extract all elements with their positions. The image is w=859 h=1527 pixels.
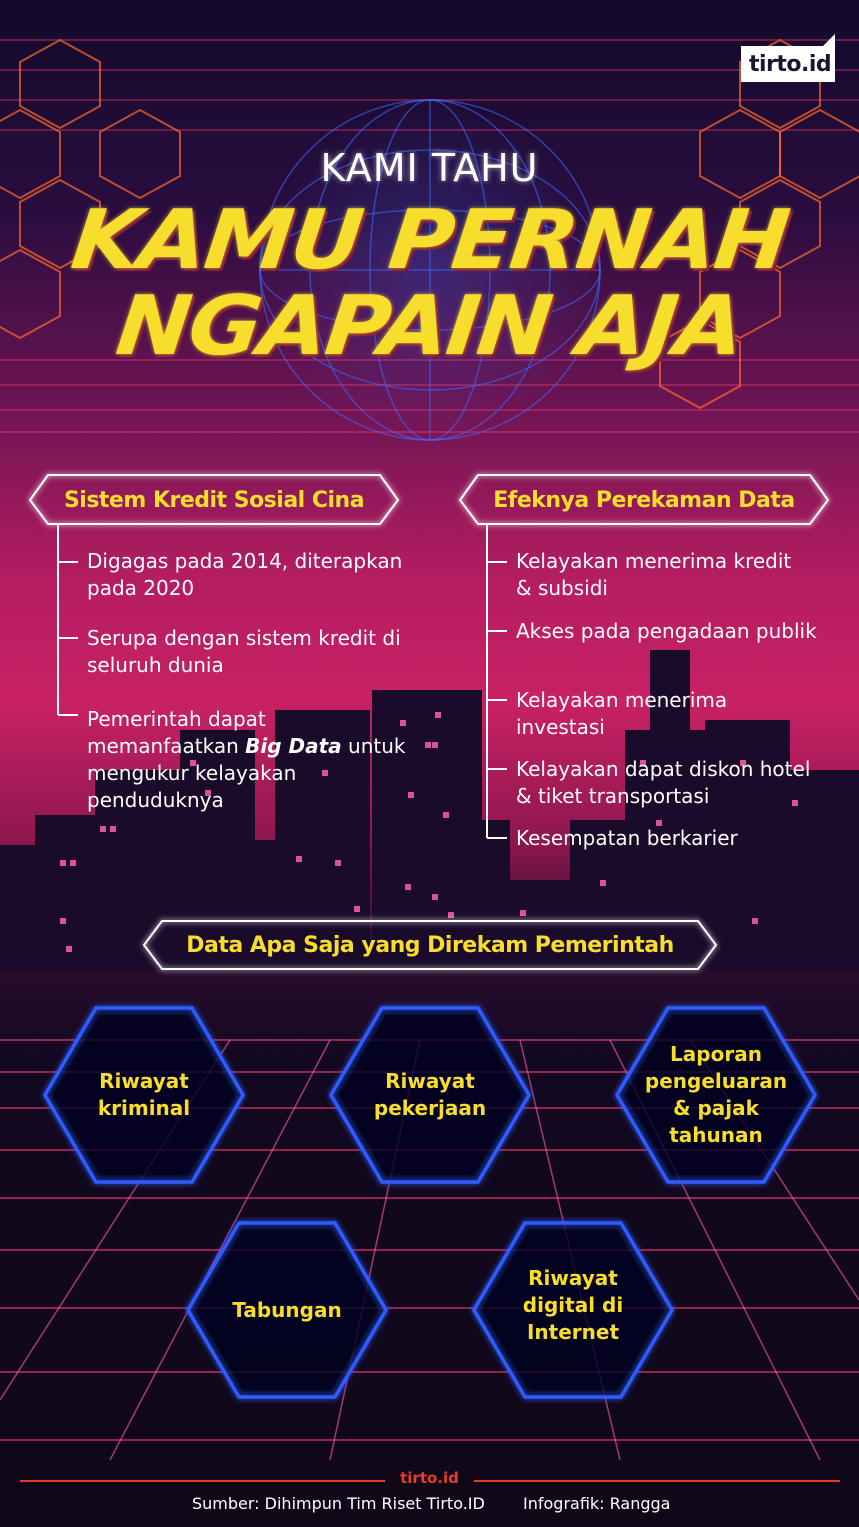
footer-source: Sumber: Dihimpun Tim Riset Tirto.ID xyxy=(192,1494,485,1513)
right-bullet-3: Kelayakan menerima investasi xyxy=(516,688,728,739)
hex-item-tax: Laporan pengeluaran & pajak tahunan xyxy=(644,1042,788,1147)
right-bullet-4: Kelayakan dapat diskon hotel & tiket transportasi xyxy=(516,757,811,808)
big-data-emphasis: Big Data xyxy=(245,734,342,758)
right-bullet-2: Akses pada pengadaan publik xyxy=(516,619,817,643)
left-bullet-1: Digagas pada 2014, diterapkan pada 2020 xyxy=(87,549,403,600)
headline-line2: NGAPAIN AJA xyxy=(111,279,748,374)
footer-credit: Infografik: Rangga xyxy=(523,1494,671,1513)
left-bracket-lines xyxy=(58,524,78,715)
right-panel-title: Efeknya Perekaman Data xyxy=(493,487,795,513)
hex-item-criminal: Riwayat kriminal xyxy=(97,1069,191,1120)
right-bullet-1: Kelayakan menerima kredit & subsidi xyxy=(516,549,792,600)
footer-logo: tirto.id xyxy=(400,1469,459,1487)
tirto-logo-text: tirto.id xyxy=(749,52,832,77)
headline-line1: KAMU PERNAH xyxy=(66,193,793,288)
left-panel-title: Sistem Kredit Sosial Cina xyxy=(63,487,365,513)
right-bracket-lines xyxy=(487,524,507,838)
kicker-text: KAMI TAHU xyxy=(320,146,539,190)
left-bullet-2: Serupa dengan sistem kredit di seluruh dunia xyxy=(87,626,401,677)
left-bullet-3: Pemerintah dapat memanfaatkan Big Data untuk mengukur kelayakan penduduknya xyxy=(87,707,406,812)
hex-item-internet: Riwayat digital di Internet xyxy=(522,1265,624,1344)
data-section-title: Data Apa Saja yang Direkam Pemerintah xyxy=(186,932,674,958)
hex-item-work: Riwayat pekerjaan xyxy=(373,1069,487,1120)
hex-item-savings: Tabungan xyxy=(232,1297,342,1322)
right-bullet-5: Kesempatan berkarier xyxy=(516,826,738,850)
